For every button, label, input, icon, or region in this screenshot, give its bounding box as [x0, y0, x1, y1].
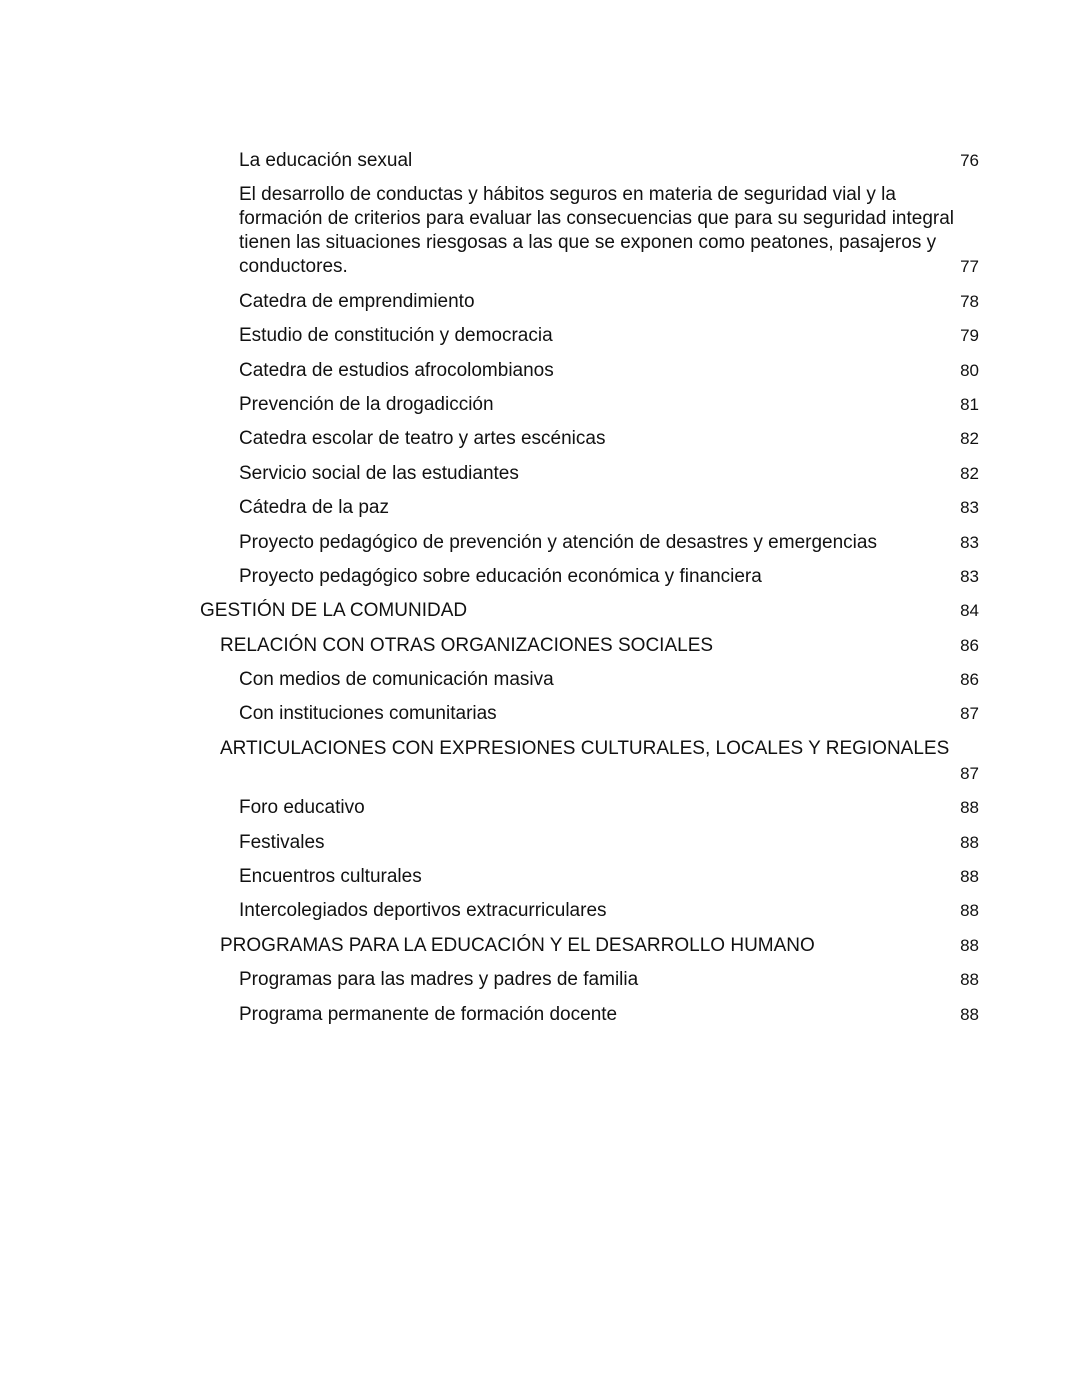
toc-entry-title: Programa permanente de formación docente: [239, 1003, 618, 1025]
toc-entry-page-number: 88: [960, 970, 979, 990]
toc-entry-page-number: 78: [960, 291, 979, 311]
toc-entry[interactable]: [0, 968, 1080, 992]
toc-entry-page-number: 86: [960, 670, 979, 690]
toc-entry-page-number: 82: [960, 429, 979, 449]
toc-entry[interactable]: [0, 149, 1080, 173]
toc-entry[interactable]: [0, 462, 1080, 486]
toc-entry-title: La educación sexual: [239, 150, 413, 171]
toc-entry[interactable]: [0, 865, 1080, 889]
toc-entry[interactable]: [0, 290, 1080, 314]
toc-entry-title: Con instituciones comunitarias: [239, 703, 497, 725]
toc-entry[interactable]: [0, 599, 1080, 623]
toc-entry[interactable]: [0, 737, 1080, 786]
toc-entry-title: Catedra escolar de teatro y artes escénicas: [239, 428, 606, 450]
toc-entry[interactable]: [0, 359, 1080, 383]
toc-entry-title: RELACIÓN CON OTRAS ORGANIZACIONES SOCIALES: [220, 634, 714, 656]
toc-entry-page-number: 80: [960, 360, 979, 380]
toc-entry-title: Catedra de estudios afrocolombianos: [239, 359, 554, 381]
toc-entry-title: ARTICULACIONES CON EXPRESIONES CULTURALES, LOCALES Y REGIONALES: [220, 737, 950, 759]
toc-entry[interactable]: [0, 496, 1080, 520]
toc-entry-title: Estudio de constitución y democracia: [239, 325, 553, 347]
toc-entry-title: Cátedra de la paz: [239, 497, 389, 519]
toc-entry[interactable]: [0, 324, 1080, 348]
toc-entry[interactable]: [0, 702, 1080, 726]
toc-entry-title: Programas para las madres y padres de familia: [239, 969, 639, 991]
toc-entry-title: Prevención de la drogadicción: [239, 393, 494, 415]
toc-entry-title: Proyecto pedagógico sobre educación económica y financiera: [239, 565, 762, 587]
toc-entry-page-number: 88: [960, 935, 979, 955]
toc-entry-title: Servicio social de las estudiantes: [239, 462, 519, 484]
toc-entry-title: Catedra de emprendimiento: [239, 290, 475, 312]
toc-entry-page-number: 86: [960, 635, 979, 655]
toc-entry-page-number: 83: [960, 566, 979, 586]
toc-entry-page-number: 88: [960, 1004, 979, 1024]
toc-entry-page-number: 88: [960, 867, 979, 887]
toc-entry-page-number: 83: [960, 532, 979, 552]
toc-entry-title: Proyecto pedagógico de prevención y atención de desastres y emergencias: [239, 531, 877, 553]
toc-entry-page-number: 82: [960, 463, 979, 483]
toc-entry-page-number: 88: [960, 832, 979, 852]
toc-entry[interactable]: [0, 634, 1080, 658]
toc-entry[interactable]: [0, 668, 1080, 692]
toc-entry[interactable]: [0, 899, 1080, 923]
toc-entry[interactable]: [0, 831, 1080, 855]
toc-entry[interactable]: [0, 531, 1080, 555]
toc-entry[interactable]: [0, 427, 1080, 451]
toc-entry-page-number: 88: [960, 798, 979, 818]
toc-entry-page-number: 79: [960, 326, 979, 346]
toc-entry-page-number: 81: [960, 394, 979, 414]
toc-entry[interactable]: [0, 565, 1080, 589]
toc-entry-title: GESTIÓN DE LA COMUNIDAD: [200, 600, 468, 622]
toc-entry[interactable]: [0, 934, 1080, 958]
toc-entry-title: Con medios de comunicación masiva: [239, 669, 554, 691]
toc-entry-title: Festivales: [239, 831, 325, 853]
toc-entry-page-number: 84: [960, 601, 979, 621]
toc-entry-page-number: 88: [960, 901, 979, 921]
toc-entry-page-number: 76: [960, 151, 979, 170]
toc-entry-title: Encuentros culturales: [239, 866, 422, 888]
toc-entry-title: PROGRAMAS PARA LA EDUCACIÓN Y EL DESARROLLO HUMANO: [220, 934, 815, 956]
toc-entry[interactable]: [0, 796, 1080, 820]
toc-entry-title: Foro educativo: [239, 797, 365, 819]
toc-entry-page-number: 77: [960, 257, 979, 277]
toc-entry-page-number: 83: [960, 498, 979, 518]
toc-entry[interactable]: [0, 393, 1080, 417]
toc-entry-page-number: 87: [960, 704, 979, 724]
toc-entry[interactable]: [0, 1003, 1080, 1027]
table-of-contents: [0, 149, 1080, 1037]
toc-entry-title: El desarrollo de conductas y hábitos seguros en materia de seguridad vial y la formación de criterios para evaluar las consecuencias que para su seguridad integral tienen las situaciones riesgosas a las que se exponen como peatones, pasajeros y conductores.: [239, 184, 955, 278]
toc-entry-page-number: 87: [960, 763, 979, 783]
toc-entry[interactable]: [0, 183, 1080, 279]
toc-entry-title: Intercolegiados deportivos extracurriculares: [239, 900, 607, 922]
